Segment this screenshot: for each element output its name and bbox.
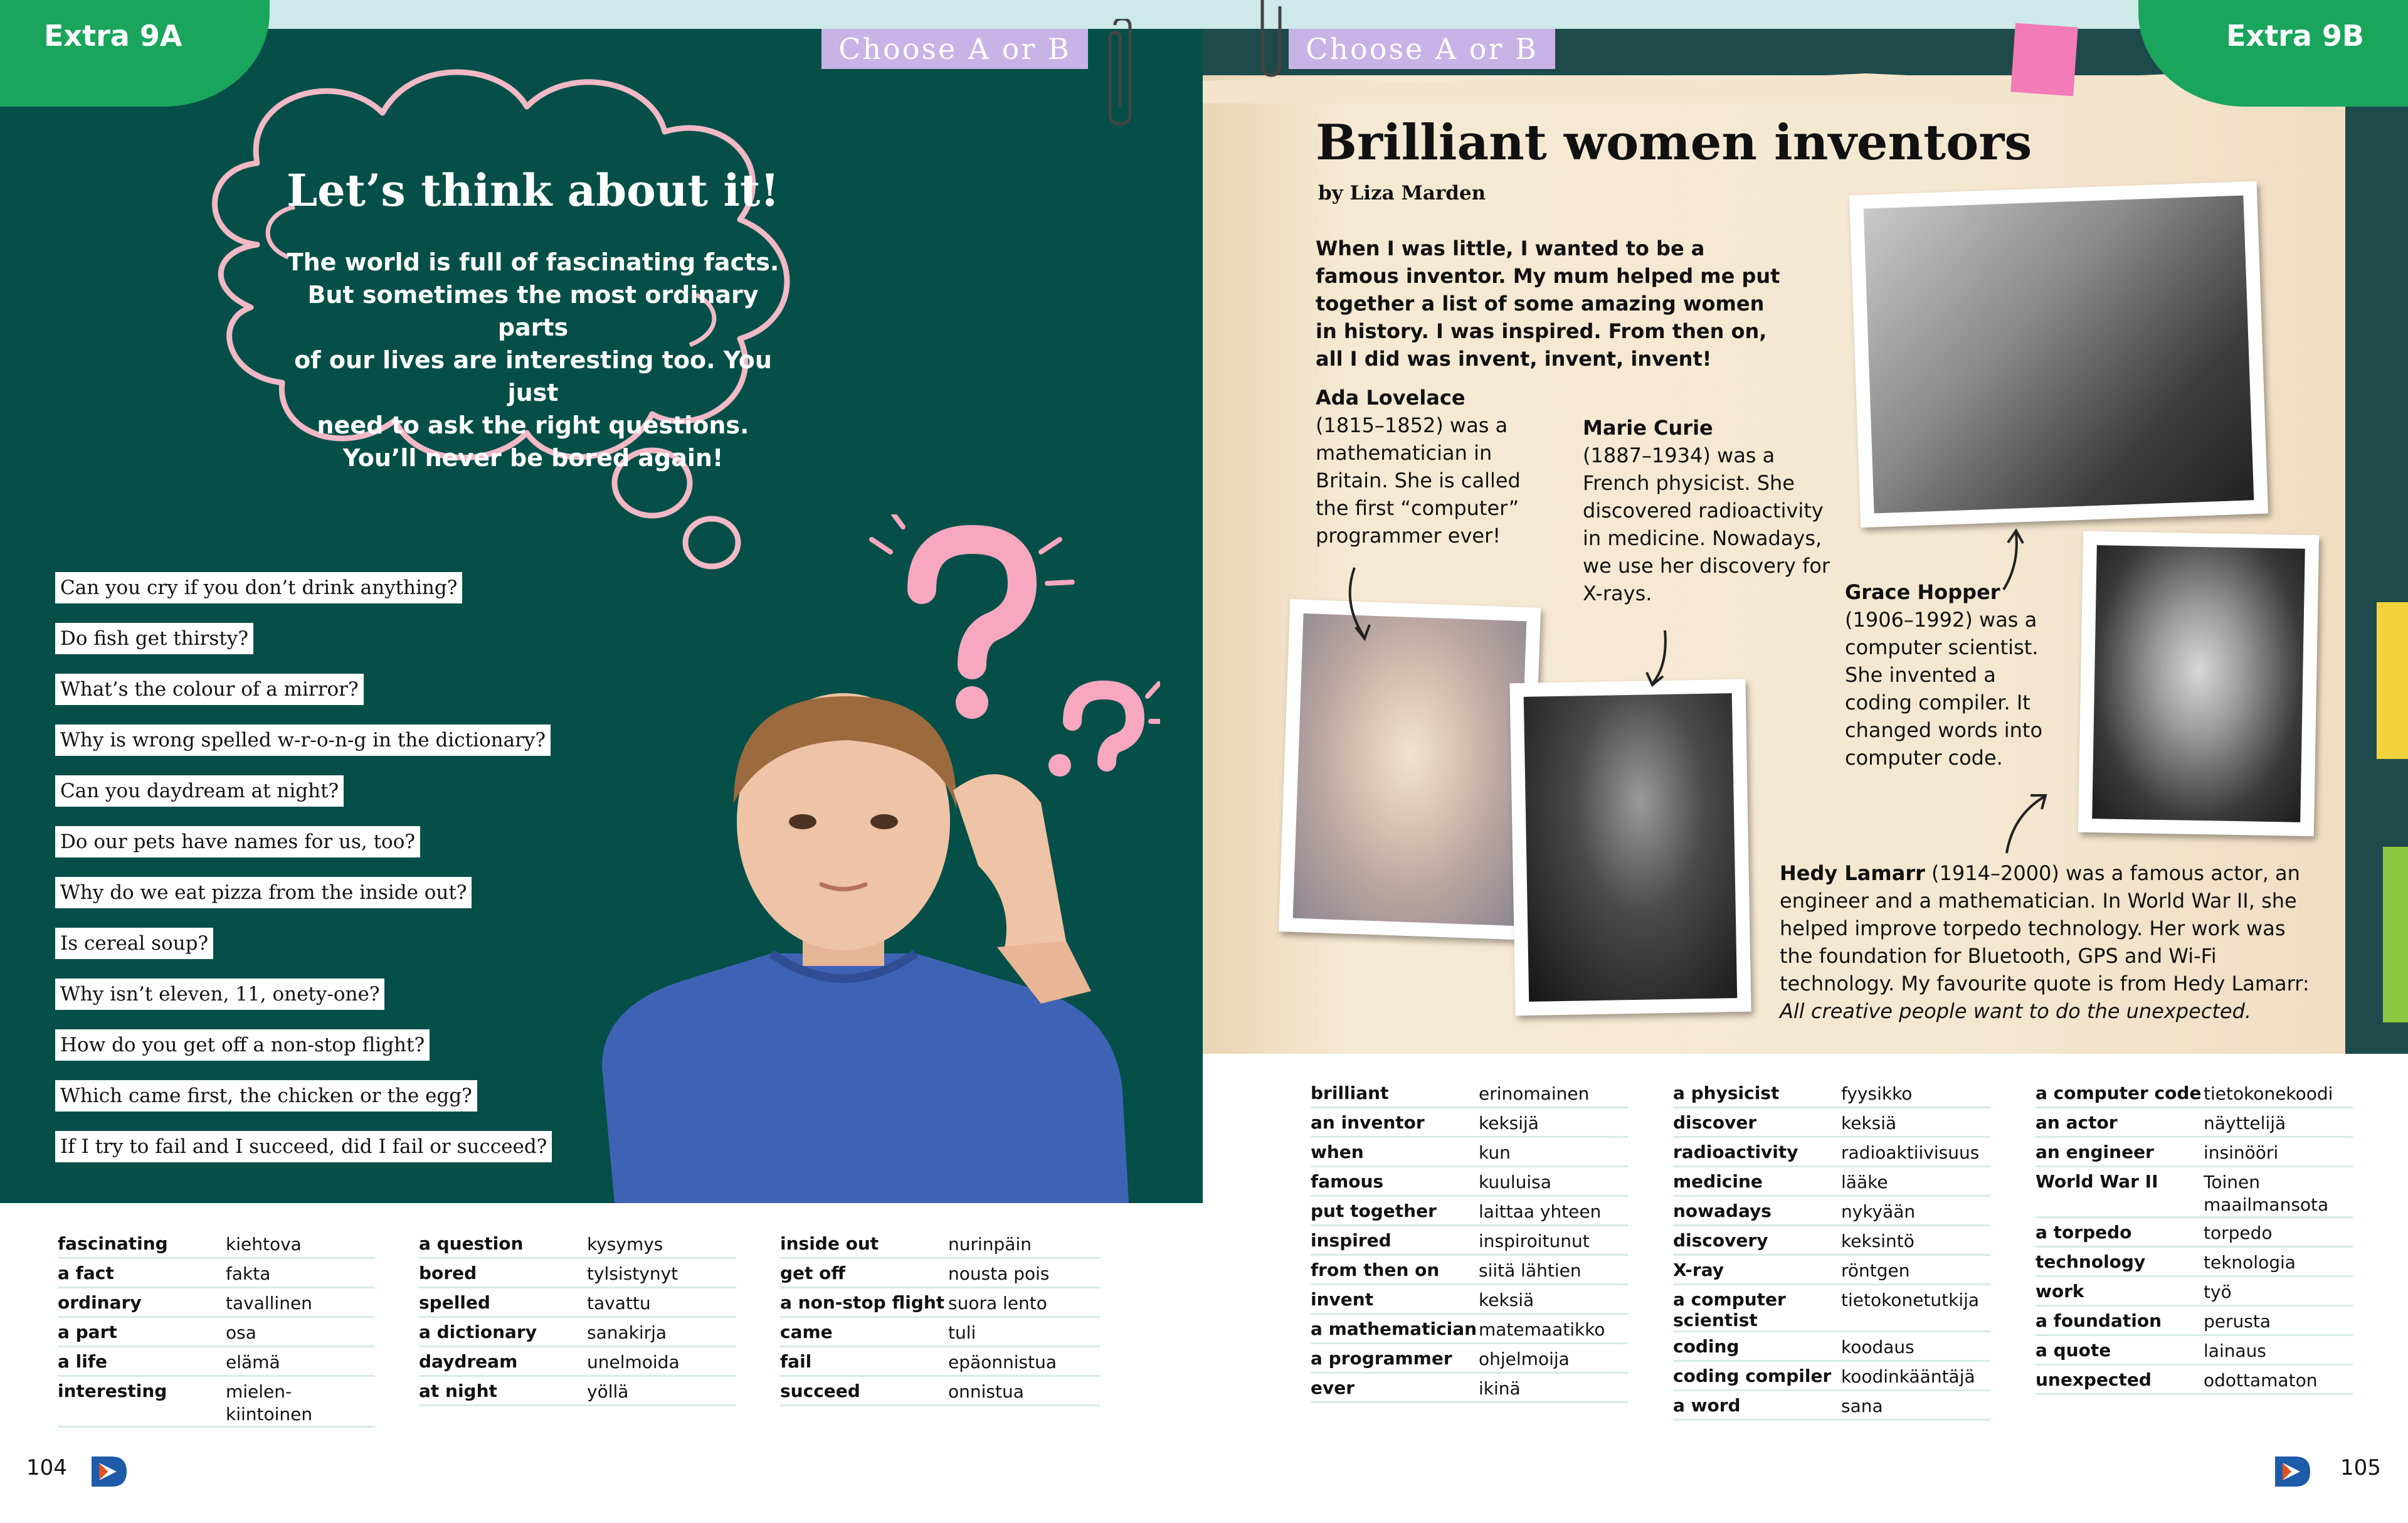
vocab-row <box>58 1259 375 1288</box>
vocab-finnish: ikinä <box>1479 1378 1521 1399</box>
vocab-english: a quote <box>2036 1340 2111 1361</box>
vocab-english: fail <box>780 1351 812 1372</box>
vocab-finnish: laittaa yhteen <box>1479 1201 1602 1222</box>
vocab-english: X-ray <box>1673 1260 1724 1280</box>
photo-ada-lovelace <box>1279 599 1541 940</box>
question-item: Is cereal soup? <box>55 928 552 963</box>
vocab-finnish: torpedo <box>2204 1223 2273 1243</box>
vocab-finnish: tuli <box>948 1322 976 1343</box>
vocab-finnish: keksiä <box>1841 1113 1897 1133</box>
cloud-line: You’ll never be bored again! <box>342 444 724 472</box>
vocab-row <box>780 1377 1100 1406</box>
vocab-row <box>1673 1197 1990 1226</box>
vocab-english: a physicist <box>1673 1083 1780 1103</box>
arrow-icon <box>2000 790 2051 859</box>
vocab-finnish: sanakirja <box>587 1322 667 1343</box>
publisher-logo-icon <box>89 1454 129 1489</box>
vocab-finnish: näyttelijä <box>2204 1113 2286 1133</box>
vocab-finnish: keksintö <box>1841 1231 1914 1251</box>
vocab-row <box>419 1377 736 1406</box>
vocab-row <box>1311 1079 1628 1108</box>
vocab-english: medicine <box>1673 1171 1763 1192</box>
vocab-english: came <box>780 1322 833 1342</box>
cloud-line: But sometimes the most ordinary parts <box>307 281 759 341</box>
cloud-line: need to ask the right questions. <box>317 411 749 439</box>
vocab-english: discover <box>1673 1112 1757 1133</box>
vocab-finnish: nykyään <box>1841 1201 1916 1222</box>
vocab-english: ever <box>1311 1377 1355 1398</box>
vocab-row <box>1311 1285 1628 1315</box>
question-item: Which came first, the chicken or the egg? <box>55 1080 552 1115</box>
vocab-english: a fact <box>58 1263 114 1283</box>
paperclip-icon <box>1251 0 1289 82</box>
vocab-row <box>2036 1277 2353 1307</box>
bio-quote: All creative people want to do the unexpected. <box>1780 999 2252 1023</box>
vocab-finnish: insinööri <box>2204 1142 2279 1163</box>
vocab-row <box>1673 1138 1990 1167</box>
question-item: Can you daydream at night? <box>55 775 552 810</box>
vocab-row <box>1311 1256 1628 1285</box>
vocab-english: a computer code <box>2036 1083 2202 1103</box>
vocab-finnish: röntgen <box>1841 1260 1910 1281</box>
vocab-row <box>2036 1307 2353 1336</box>
vocab-english: a torpedo <box>2036 1222 2132 1243</box>
vocab-finnish: kysymys <box>587 1234 663 1255</box>
vocab-english: coding compiler <box>1673 1366 1832 1386</box>
vocab-finnish: kuuluisa <box>1479 1172 1551 1192</box>
vocab-english: bored <box>419 1263 477 1283</box>
photo-marie-curie <box>1509 679 1751 1016</box>
question-item: What’s the colour of a mirror? <box>55 674 552 709</box>
vocab-english: radioactivity <box>1673 1142 1798 1162</box>
vocab-finnish: inspiroitunut <box>1479 1231 1590 1251</box>
vocab-row <box>2036 1138 2353 1167</box>
arrow-icon <box>1637 627 1674 690</box>
question-item: Can you cry if you don’t drink anything? <box>55 572 552 607</box>
vocab-english: ordinary <box>58 1292 142 1313</box>
vocab-finnish: erinomainen <box>1479 1083 1590 1104</box>
vocab-row <box>2036 1108 2353 1138</box>
vocab-english: an actor <box>2036 1112 2118 1133</box>
vocab-finnish: sana <box>1841 1396 1883 1416</box>
arrow-icon <box>1342 565 1380 646</box>
boy-thinking-illustration <box>564 677 1203 1203</box>
vocab-row <box>58 1377 375 1428</box>
vocab-finnish: nousta pois <box>948 1263 1050 1284</box>
vocab-row <box>1673 1226 1990 1256</box>
vocab-english: a word <box>1673 1395 1741 1416</box>
vocab-finnish: siitä lähtien <box>1479 1260 1582 1281</box>
bio-marie-curie <box>1583 414 1834 607</box>
bio-hedy-lamarr <box>1780 859 2319 1025</box>
vocab-finnish: kiehtova <box>226 1234 302 1255</box>
vocab-english: technology <box>2036 1251 2146 1272</box>
vocab-table <box>1311 1079 1628 1403</box>
vocab-row <box>780 1347 1100 1377</box>
vocab-finnish: tietokonekoodi <box>2204 1083 2333 1104</box>
vocab-finnish: keksijä <box>1479 1113 1539 1133</box>
vocab-row <box>2036 1366 2353 1395</box>
publisher-logo-icon <box>2273 1454 2313 1489</box>
vocab-row <box>2036 1079 2353 1108</box>
vocab-finnish: osa <box>226 1322 256 1343</box>
vocab-english: spelled <box>419 1292 490 1313</box>
bio-grace-hopper <box>1845 578 2064 772</box>
vocab-row <box>1673 1167 1990 1197</box>
vocab-finnish: koodaus <box>1841 1337 1914 1357</box>
vocab-english: put together <box>1311 1201 1437 1221</box>
vocab-table <box>780 1229 1100 1406</box>
vocab-row <box>419 1229 736 1259</box>
bio-name: Hedy Lamarr <box>1780 861 1925 885</box>
vocab-row <box>1311 1315 1628 1344</box>
vocab-row <box>1311 1226 1628 1256</box>
vocab-row <box>780 1288 1100 1318</box>
vocab-row <box>1673 1391 1990 1421</box>
vocab-row <box>780 1318 1100 1347</box>
photo-hedy-lamarr <box>2078 531 2319 836</box>
vocab-finnish: keksiä <box>1479 1290 1534 1310</box>
vocab-english: a non-stop flight <box>780 1292 945 1313</box>
vocab-finnish: lainaus <box>2204 1340 2266 1361</box>
vocab-english: brilliant <box>1311 1083 1389 1103</box>
vocab-table <box>1673 1079 1990 1421</box>
bio-name: Marie Curie <box>1583 416 1713 440</box>
vocab-english: succeed <box>780 1381 860 1401</box>
vocab-english: unexpected <box>2036 1369 2152 1390</box>
vocab-english: a foundation <box>2036 1310 2162 1331</box>
vocab-english: a mathematician <box>1311 1319 1477 1339</box>
vocab-row <box>1673 1079 1990 1108</box>
choose-tab-right: Choose A or B <box>1289 29 1555 69</box>
vocab-finnish: mielen- kiintoinen <box>226 1381 313 1425</box>
vocab-english: fascinating <box>58 1233 168 1254</box>
vocab-english: an inventor <box>1311 1112 1425 1133</box>
vocab-finnish: unelmoida <box>587 1352 680 1372</box>
article-title: Brilliant women inventors <box>1316 114 2032 171</box>
vocab-english: a dictionary <box>419 1322 537 1342</box>
vocab-english: interesting <box>58 1381 167 1401</box>
cloud-title: Let’s think about it! <box>286 164 780 216</box>
vocab-english: a computer scientist <box>1673 1289 1786 1330</box>
vocab-table <box>58 1229 375 1428</box>
vocab-row <box>2036 1218 2353 1248</box>
vocab-row <box>58 1288 375 1318</box>
vocab-finnish: Toinen maailmansota <box>2204 1172 2329 1215</box>
vocab-row <box>1311 1374 1628 1403</box>
vocab-row <box>2036 1336 2353 1366</box>
bio-ada-lovelace <box>1316 384 1541 549</box>
vocab-finnish: elämä <box>226 1352 280 1372</box>
badge-label: Extra 9A <box>44 19 182 53</box>
vocab-finnish: odottamaton <box>2204 1370 2318 1391</box>
vocab-finnish: perusta <box>2204 1311 2271 1332</box>
vocab-finnish: työ <box>2204 1282 2232 1302</box>
vocab-finnish: ohjelmoija <box>1479 1349 1570 1369</box>
vocab-row <box>2036 1248 2353 1277</box>
question-item: Why do we eat pizza from the inside out? <box>55 877 552 912</box>
question-item: Do our pets have names for us, too? <box>55 826 552 861</box>
vocab-english: at night <box>419 1381 497 1401</box>
cloud-line: of our lives are interesting too. You just <box>294 346 772 406</box>
question-item: How do you get off a non-stop flight? <box>55 1029 552 1064</box>
vocab-finnish: suora lento <box>948 1293 1047 1313</box>
vocab-finnish: matemaatikko <box>1479 1319 1605 1340</box>
bio-text: (1914–2000) was a famous actor, an engineer and a mathematician. In World War II, she helped improve torpedo technology. Her work was the foundation for Bluetooth, GPS and Wi-Fi technology. My favourite quote is from Hedy Lamarr: <box>1780 861 2310 995</box>
vocab-english: get off <box>780 1263 846 1283</box>
bio-name: Ada Lovelace <box>1316 386 1465 410</box>
top-strip <box>263 0 1203 29</box>
vocab-english: a question <box>419 1233 524 1254</box>
photo-grace-hopper <box>1849 181 2268 528</box>
vocab-english: inside out <box>780 1233 879 1254</box>
bio-name: Grace Hopper <box>1845 580 2000 604</box>
vocab-finnish: fakta <box>226 1263 271 1284</box>
vocab-row <box>1673 1256 1990 1285</box>
vocab-row <box>58 1318 375 1347</box>
vocab-finnish: radioaktiivisuus <box>1841 1142 1980 1163</box>
vocab-finnish: epäonnistua <box>948 1352 1057 1372</box>
vocab-finnish: yöllä <box>587 1381 629 1402</box>
vocab-english: discovery <box>1673 1230 1768 1251</box>
vocab-finnish: kun <box>1479 1142 1511 1163</box>
vocab-finnish: tavattu <box>587 1293 651 1313</box>
vocab-english: daydream <box>419 1351 518 1372</box>
vocab-row <box>1673 1332 1990 1362</box>
vocab-finnish: fyysikko <box>1841 1083 1913 1104</box>
vocab-english: inspired <box>1311 1230 1391 1251</box>
vocab-row <box>1673 1362 1990 1391</box>
vocab-english: World War II <box>2036 1171 2158 1192</box>
page-number: 104 <box>26 1455 67 1480</box>
vocab-finnish: lääke <box>1841 1172 1888 1192</box>
vocab-table <box>2036 1079 2353 1395</box>
sticky-note <box>2010 23 2078 97</box>
vocab-row <box>419 1347 736 1377</box>
bio-text: (1815–1852) was a mathematician in Britain. She is called the first “computer” programmer ever! <box>1316 413 1521 548</box>
vocab-table <box>419 1229 736 1406</box>
cloud-body <box>276 246 790 474</box>
question-item: If I try to fail and I succeed, did I fail or succeed? <box>55 1131 552 1166</box>
vocab-row <box>780 1259 1100 1288</box>
vocab-finnish: onnistua <box>948 1381 1024 1402</box>
arrow-icon <box>1994 527 2032 596</box>
vocab-finnish: tavallinen <box>226 1293 312 1313</box>
vocab-english: invent <box>1311 1289 1374 1310</box>
vocab-row <box>1673 1285 1990 1332</box>
vocab-row <box>1311 1344 1628 1374</box>
top-strip <box>1203 0 2143 29</box>
vocab-english: a part <box>58 1322 117 1342</box>
vocab-finnish: nurinpäin <box>948 1234 1032 1255</box>
question-list <box>55 572 552 1182</box>
vocab-row <box>2036 1167 2353 1218</box>
bio-text: (1887–1934) was a French physicist. She discovered radioactivity in medicine. Nowadays, we use her discovery for X-rays. <box>1583 443 1830 605</box>
vocab-english: from then on <box>1311 1260 1440 1280</box>
article-intro: When I was little, I wanted to be a famous inventor. My mum helped me put together a list of some amazing women in history. I was inspired. From then on, all I did was invent, invent, invent! <box>1316 236 1780 371</box>
vocab-row <box>58 1347 375 1377</box>
vocab-finnish: teknologia <box>2204 1252 2296 1273</box>
cloud-line: The world is full of fascinating facts. <box>287 248 779 276</box>
vocab-finnish: tietokonetutkija <box>1841 1290 1980 1310</box>
badge-label: Extra 9B <box>2226 19 2364 53</box>
question-item: Why is wrong spelled w-r-o-n-g in the dictionary? <box>55 724 552 760</box>
bio-text: (1906–1992) was a computer scientist. She invented a coding compiler. It changed words into computer code. <box>1845 608 2043 770</box>
vocab-english: when <box>1311 1142 1364 1162</box>
question-item: Do fish get thirsty? <box>55 623 552 658</box>
vocab-row <box>1673 1108 1990 1138</box>
vocab-finnish: tylsistynyt <box>587 1263 679 1284</box>
vocab-row <box>1311 1108 1628 1138</box>
vocab-row <box>1311 1138 1628 1167</box>
choose-tab-left: Choose A or B <box>821 29 1088 69</box>
vocab-row <box>1311 1197 1628 1226</box>
vocab-english: work <box>2036 1281 2084 1302</box>
vocab-row <box>1311 1167 1628 1197</box>
vocab-english: coding <box>1673 1336 1740 1357</box>
vocab-english: famous <box>1311 1171 1384 1192</box>
article-byline: by Liza Marden <box>1318 182 1486 204</box>
vocab-english: a life <box>58 1351 108 1372</box>
vocab-english: a programmer <box>1311 1348 1452 1369</box>
question-item: Why isn’t eleven, 11, onety-one? <box>55 979 552 1014</box>
page-number: 105 <box>2340 1455 2381 1480</box>
paperclip-icon <box>1104 19 1141 125</box>
vocab-english: nowadays <box>1673 1201 1772 1221</box>
vocab-english: an engineer <box>2036 1142 2154 1162</box>
vocab-finnish: koodinkääntäjä <box>1841 1366 1975 1387</box>
vocab-row <box>419 1318 736 1347</box>
vocab-row <box>419 1288 736 1318</box>
vocab-row <box>58 1229 375 1259</box>
vocab-row <box>419 1259 736 1288</box>
sticky-note <box>2383 847 2408 1022</box>
sticky-note <box>2377 602 2408 759</box>
vocab-row <box>780 1229 1100 1259</box>
